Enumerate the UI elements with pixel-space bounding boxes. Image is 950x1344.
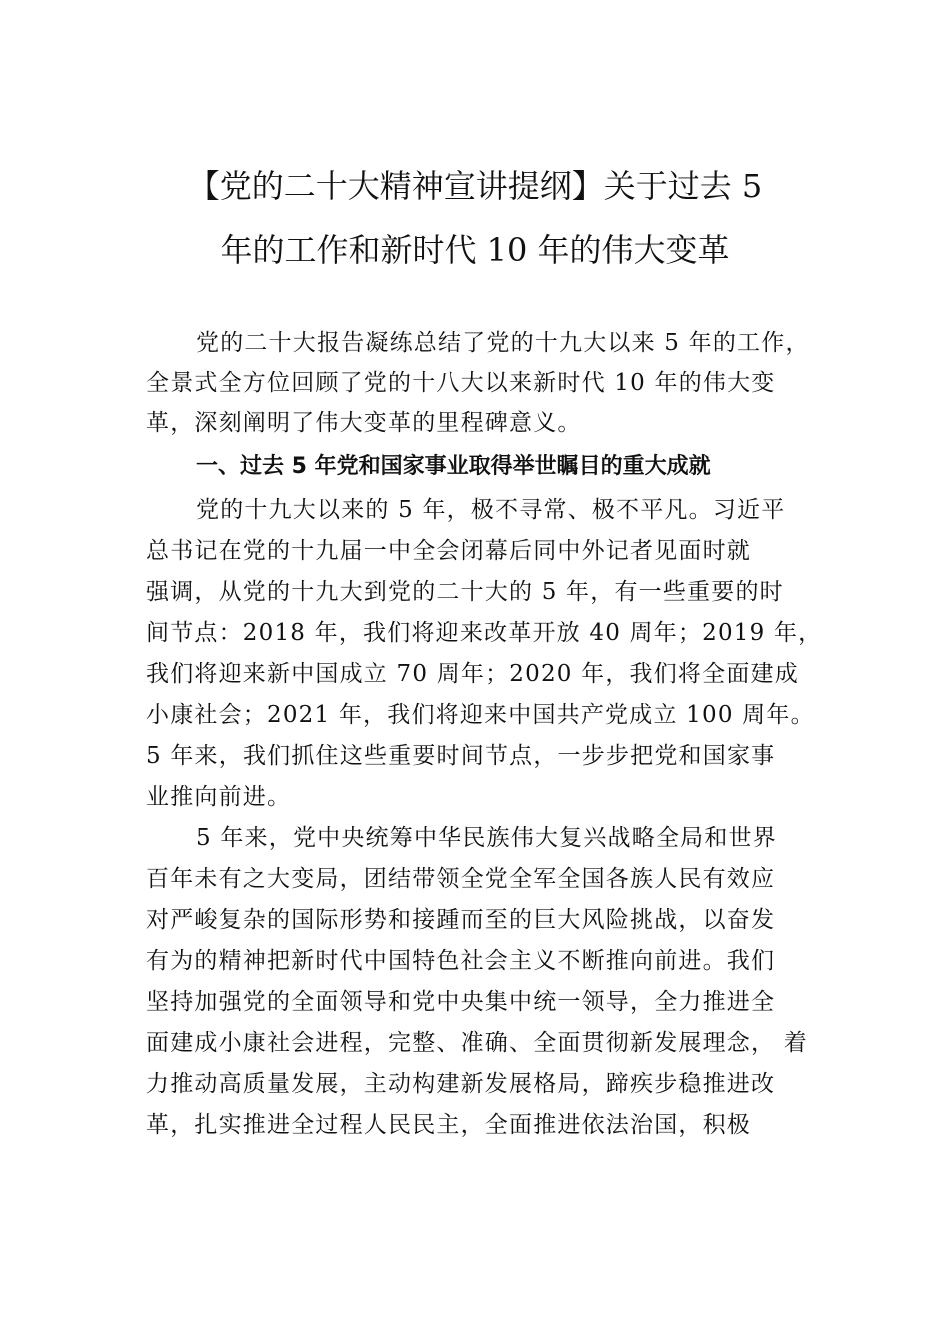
section-heading: 一、过去 5 年党和国家事业取得举世瞩目的重大成就 (196, 454, 711, 479)
intro-line: 全景式全方位回顾了党的十八大以来新时代 10 年的伟大变 (146, 370, 776, 396)
paragraph-line: 间节点：2018 年，我们将迎来改革开放 40 周年；2019 年， (146, 620, 823, 646)
paragraph-line: 业推向前进。 (146, 784, 292, 810)
intro-line: 党的二十大报告凝练总结了党的十九大以来 5 年的工作， (196, 330, 810, 356)
paragraph-line: 力推动高质量发展，主动构建新发展格局，蹄疾步稳推进改 (146, 1071, 776, 1097)
paragraph-line: 强调，从党的十九大到党的二十大的 5 年，有一些重要的时 (146, 579, 784, 605)
document-title-line-1: 【党的二十大精神宣讲提纲】关于过去 5 (187, 167, 763, 205)
paragraph-line: 革，扎实推进全过程人民民主，全面推进依法治国，积极 (146, 1112, 751, 1138)
paragraph-line: 5 年来，党中央统筹中华民族伟大复兴战略全局和世界 (196, 825, 777, 851)
paragraph-line: 党的十九大以来的 5 年，极不寻常、极不平凡。习近平 (196, 497, 786, 523)
paragraph-line: 对严峻复杂的国际形势和接踵而至的巨大风险挑战，以奋发 (146, 907, 776, 933)
paragraph-line: 面建成小康社会进程，完整、准确、全面贯彻新发展理念， 着 (146, 1030, 808, 1056)
paragraph-line: 我们将迎来新中国成立 70 周年；2020 年，我们将全面建成 (146, 661, 799, 687)
paragraph-line: 百年未有之大变局，团结带领全党全军全国各族人民有效应 (146, 866, 776, 892)
paragraph-line: 总书记在党的十九届一中全会闭幕后同中外记者见面时就 (146, 538, 751, 564)
intro-line: 革，深刻阐明了伟大变革的里程碑意义。 (146, 410, 582, 436)
paragraph-line: 5 年来，我们抓住这些重要时间节点，一步步把党和国家事 (146, 743, 776, 769)
paragraph-line: 小康社会；2021 年，我们将迎来中国共产党成立 100 周年。 (146, 702, 815, 728)
paragraph-line: 坚持加强党的全面领导和党中央集中统一领导，全力推进全 (146, 989, 776, 1015)
document-title-line-2: 年的工作和新时代 10 年的伟大变革 (220, 231, 730, 269)
paragraph-line: 有为的精神把新时代中国特色社会主义不断推向前进。我们 (146, 948, 776, 974)
